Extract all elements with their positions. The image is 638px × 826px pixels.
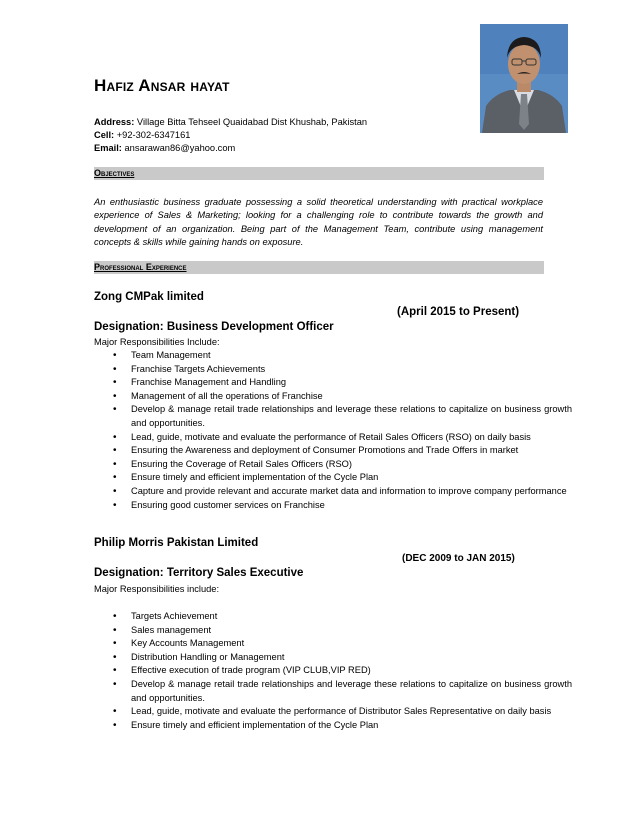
list-item: • Develop & manage retail trade relationships and leverage these relations to capitalize on business growth and opportunities. (113, 403, 572, 430)
cell-line (94, 129, 367, 142)
list-item: • Effective execution of trade program (VIP CLUB,VIP RED) (113, 664, 572, 678)
list-item: • Capture and provide relevant and accurate market data and information to improve company performance (113, 485, 572, 499)
job-1-responsibilities-list (113, 349, 572, 512)
list-item: • Distribution Handling or Management (113, 651, 572, 665)
list-item: • Ensuring the Awareness and deployment of Consumer Promotions and Trade Offers in market (113, 444, 572, 458)
job-2-responsibilities-label: Major Responsibilities include: (94, 584, 220, 594)
list-item: • Lead, guide, motivate and evaluate the performance of Distributor Sales Representative on daily basis (113, 705, 572, 719)
cell-value: +92-302-6347161 (116, 130, 191, 140)
address-label: Address: (94, 117, 135, 127)
job-2-designation: Designation: Territory Sales Executive (94, 567, 304, 579)
list-item: • Ensuring good customer services on Franchise (113, 499, 572, 513)
email-label: Email: (94, 143, 122, 153)
list-item: • Ensuring the Coverage of Retail Sales Officers (RSO) (113, 458, 572, 472)
cell-label: Cell: (94, 130, 115, 140)
job-2-company: Philip Morris Pakistan Limited (94, 537, 259, 549)
objectives-heading: Objectives (94, 167, 544, 180)
job-1-company: Zong CMPak limited (94, 291, 204, 303)
portrait-image (480, 24, 568, 133)
list-item: • Team Management (113, 349, 572, 363)
experience-heading: Professional Experience (94, 261, 544, 274)
objectives-text: An enthusiastic business graduate possessing a solid theoretical understanding with practical workplace experience of Sales & Marketing; looking for a challenging role to contribute towards the growth and development of an organization. Being part of the Management Team, contribute using management concepts & skills while gaining hands on exposure. (94, 197, 543, 248)
job-1-responsibilities-label: Major Responsibilities Include: (94, 337, 220, 347)
list-item: • Targets Achievement (113, 610, 572, 624)
job-1-dates: (April 2015 to Present) (397, 306, 520, 318)
list-item: • Ensure timely and efficient implementation of the Cycle Plan (113, 471, 572, 485)
email-value[interactable]: ansarawan86@yahoo.com (124, 143, 236, 153)
list-item: • Management of all the operations of Franchise (113, 390, 572, 404)
candidate-name: Hafiz Ansar hayat (94, 76, 230, 95)
list-item: • Franchise Targets Achievements (113, 363, 572, 377)
list-item: • Develop & manage retail trade relationships and leverage these relations to capitalize on business growth and opportunities. (113, 678, 572, 705)
profile-photo (480, 24, 568, 133)
list-item: • Franchise Management and Handling (113, 376, 572, 390)
address-value: Village Bitta Tehseel Quaidabad Dist Khushab, Pakistan (136, 117, 368, 127)
contact-block (94, 116, 367, 155)
list-item: • Key Accounts Management (113, 637, 572, 651)
list-item: • Ensure timely and efficient implementation of the Cycle Plan (113, 719, 572, 733)
job-1-designation: Designation: Business Development Officer (94, 321, 334, 333)
job-2-dates: (DEC 2009 to JAN 2015) (402, 553, 515, 564)
email-line (94, 142, 367, 155)
list-item: • Lead, guide, motivate and evaluate the performance of Retail Sales Officers (RSO) on daily basis (113, 431, 572, 445)
job-2-responsibilities-list (113, 610, 572, 732)
address-line (94, 116, 367, 129)
list-item: • Sales management (113, 624, 572, 638)
